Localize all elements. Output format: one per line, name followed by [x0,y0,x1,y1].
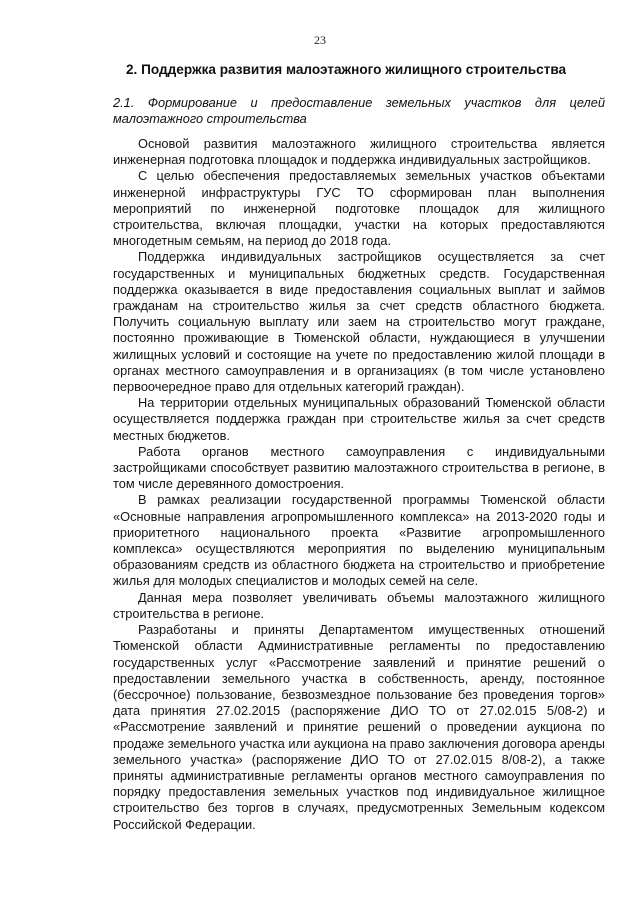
paragraph: Работа органов местного самоуправления с индивидуальными застройщиками способствует развитию малоэтажного строительства в регионе, в том числе деревянного домостроения. [113,443,605,492]
paragraph: В рамках реализации государственной программы Тюменской области «Основные направления агропромышленного комплекса» на 2013-2020 годы и приоритетного национального проекта «Развитие агропромышленного комплекса» осуществляются мероприятия по выделению муниципальным образованиям средств из областного бюджета на строительство и приобретение жилья для молодых специалистов и молодых семей на селе. [113,492,605,589]
paragraph: Данная мера позволяет увеличивать объемы малоэтажного жилищного строительства в регионе. [113,589,605,621]
subsection-title: 2.1. Формирование и предоставление земельных участков для целей малоэтажного строительства [113,95,605,126]
page-number: 23 [314,33,326,47]
section-title: 2. Поддержка развития малоэтажного жилищного строительства [126,62,567,77]
paragraph: Разработаны и приняты Департаментом имущественных отношений Тюменской области Административные регламенты по предоставлению государственных услуг «Рассмотрение заявлений и принятие решений о предоставлении земельного участка в собственность, аренду, постоянное (бессрочное) пользование, безвозмездное пользование без проведения торгов» дата принятия 27.02.2015 (распоряжение ДИО ТО от 27.02.015 5/08-2) и «Рассмотрение заявлений и принятие решений о проведении аукциона по продаже земельного участка или аукциона на право заключения договора аренды земельного участка» (распоряжение ДИО ТО от 27.02.015 8/08-2), а также приняты административные регламенты органов местного самоуправления по порядку предоставления земельных участков под индивидуальное жилищное строительство без торгов в случаях, предусмотренных Земельным кодексом Российской Федерации. [113,622,605,832]
paragraph: Поддержка индивидуальных застройщиков осуществляется за счет государственных и муниципальных бюджетных средств. Государственная поддержка оказывается в виде предоставления социальных выплат и займов гражданам на строительство жилья за счет средств областного бюджета. Получить социальную выплату или заем на строительство могут граждане, постоянно проживающие в Тюменской области, нуждающиеся в улучшении жилищных условий и состоящие на учете по предоставлению жилой площади в органах местного самоуправления и в организациях (в том числе установлено первоочередное право для отдельных категорий граждан). [113,249,605,395]
paragraph: С целью обеспечения предоставляемых земельных участков объектами инженерной инфраструктуры ГУС ТО сформирован план выполнения мероприятий по инженерной подготовке площадок для жилищного строительства, включая площадки, участки на которых предоставляются многодетным семьям, на период до 2018 года. [113,168,605,249]
paragraph: На территории отдельных муниципальных образований Тюменской области осуществляется поддержка граждан при строительстве жилья за счет средств местных бюджетов. [113,395,605,443]
body-text [113,136,605,833]
paragraph: Основой развития малоэтажного жилищного строительства является инженерная подготовка площадок и поддержка индивидуальных застройщиков. [113,136,605,168]
